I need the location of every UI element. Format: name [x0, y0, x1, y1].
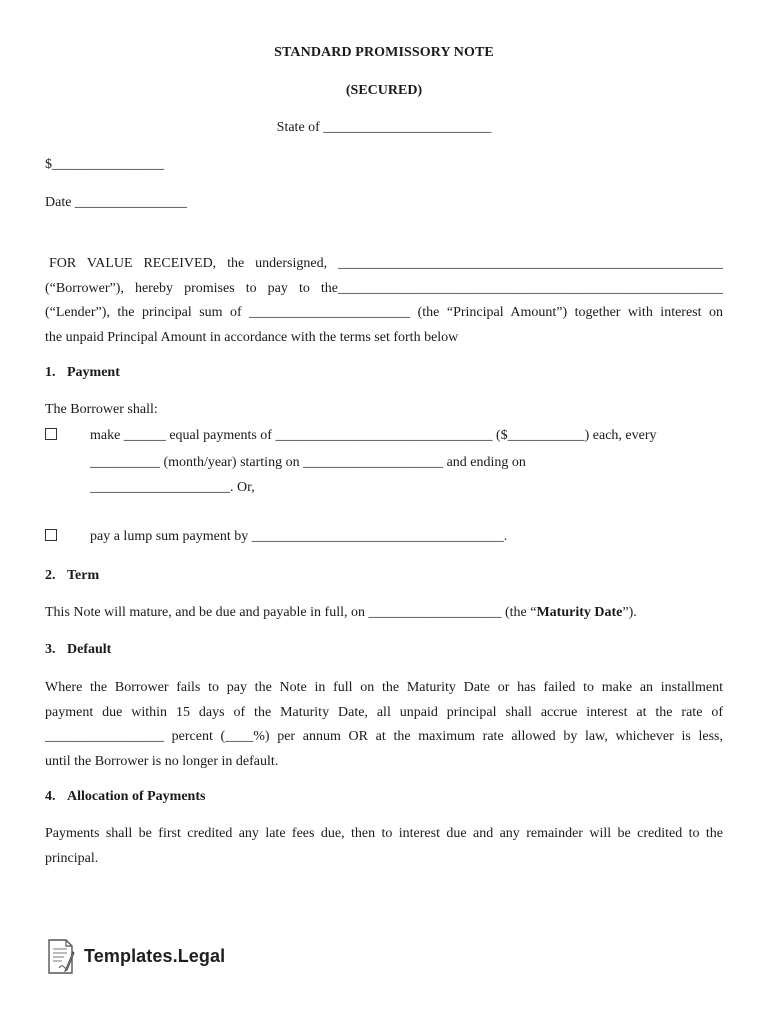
section-title: Allocation of Payments [67, 789, 206, 804]
section-number: 4. [45, 789, 56, 804]
section-heading-allocation [45, 789, 205, 805]
term-text-end: ”). [622, 605, 637, 620]
section-number: 2. [45, 568, 56, 583]
default-row: payment due within 15 days of the Maturity Date, all unpaid principal shall accrue interest at the rate of [45, 704, 723, 720]
amount-line: $________________ [45, 157, 164, 172]
term-text-start: This Note will mature, and be due and payable in full, on ___________________ (the “ [45, 605, 537, 620]
intro-row: (“Lender”), the principal sum of _______________________ (the “Principal Amount”) together with interest on [45, 305, 723, 320]
footer-branding [46, 936, 225, 976]
document-subtitle: (SECURED) [345, 83, 423, 98]
payment-lead: The Borrower shall: [45, 402, 158, 417]
installments-row: ____________________. Or, [90, 480, 255, 495]
installments-row: make ______ equal payments of _______________________________ ($___________) each, every [90, 428, 657, 443]
installments-row: __________ (month/year) starting on ____________________ and ending on [90, 455, 526, 470]
default-row: Where the Borrower fails to pay the Note in full on the Maturity Date or has failed to make an installment [45, 680, 723, 695]
term-text [45, 605, 637, 621]
checkbox-icon[interactable] [45, 529, 57, 541]
allocation-row: principal. [45, 850, 99, 866]
section-heading-term [45, 568, 99, 584]
payment-option-installments [45, 428, 57, 444]
intro-row: FOR VALUE RECEIVED, the undersigned, _______________________________________________________ [49, 256, 723, 271]
payment-option-lump-sum [45, 529, 57, 545]
default-row: _________________ percent (____%) per annum OR at the maximum rate allowed by law, whichever is less, [45, 729, 723, 744]
checkbox-icon[interactable] [45, 428, 57, 440]
intro-row: (“Borrower”), hereby promises to pay to the_______________________________________________________ [45, 280, 723, 296]
intro-row: the unpaid Principal Amount in accordance with the terms set forth below [45, 329, 459, 345]
allocation-paragraph [45, 822, 723, 871]
intro-paragraph [45, 252, 723, 350]
state-line: State of ________________________ [276, 120, 492, 135]
section-number: 1. [45, 365, 56, 380]
default-paragraph [45, 676, 723, 774]
date-line: Date ________________ [45, 195, 187, 210]
lump-sum-row: pay a lump sum payment by ____________________________________. [90, 529, 508, 544]
section-heading-payment [45, 365, 120, 381]
default-row: until the Borrower is no longer in default. [45, 753, 279, 769]
brand-name: Templates.Legal [84, 945, 226, 966]
section-heading-default [45, 642, 111, 658]
document-pen-icon [46, 936, 76, 976]
allocation-row: Payments shall be first credited any late fees due, then to interest due and any remainder will be credited to the [45, 826, 723, 841]
section-number: 3. [45, 642, 56, 657]
section-title: Payment [67, 365, 120, 380]
section-title: Term [67, 568, 100, 583]
document-title: STANDARD PROMISSORY NOTE [274, 45, 494, 60]
section-title: Default [67, 642, 112, 657]
maturity-date-term: Maturity Date [536, 605, 623, 620]
